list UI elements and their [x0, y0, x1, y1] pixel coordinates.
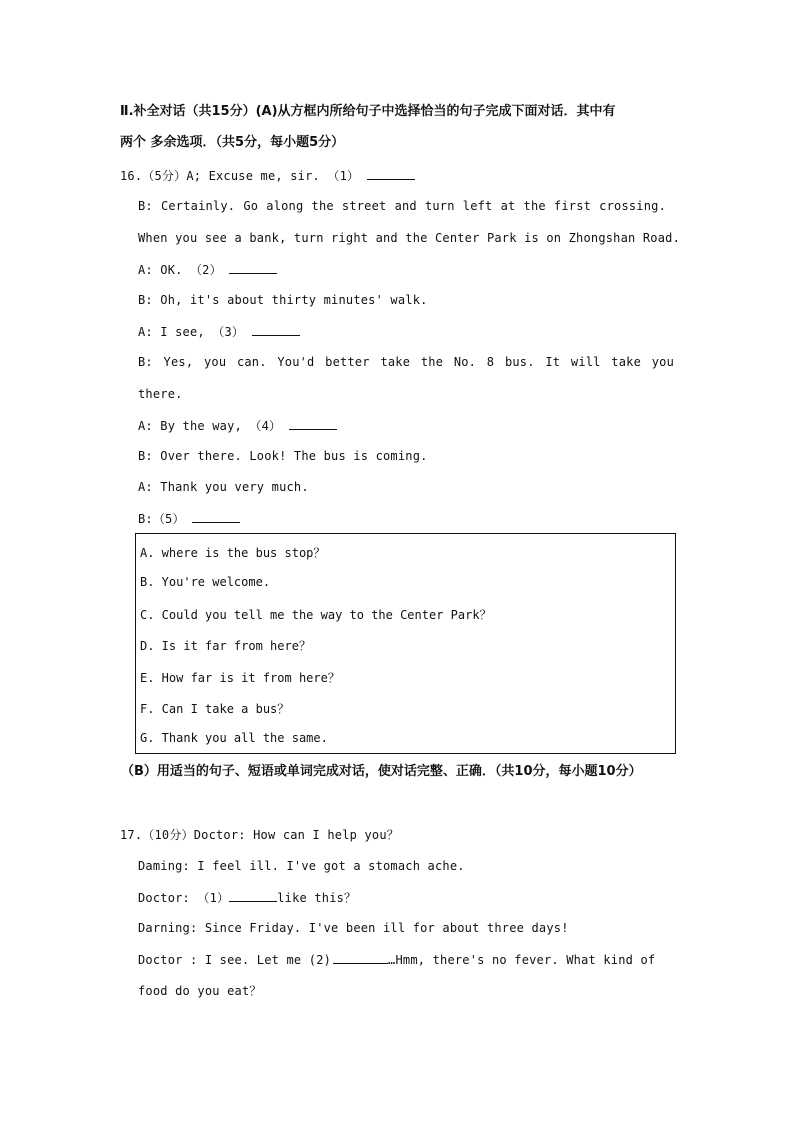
q16-line-10: B: Over there. Look! The bus is coming.: [138, 449, 428, 463]
q17-answer-blank-2[interactable]: [333, 951, 388, 964]
q17-line-6: food do you eat？: [138, 984, 262, 998]
q17-line-1: Doctor: How can I help you？: [193, 828, 399, 842]
q17-number: 17.: [120, 828, 143, 842]
option-f: F. Can I take a bus？: [140, 702, 290, 716]
q16-line-5: B: Oh, it's about thirty minutes' walk.: [138, 293, 428, 307]
q16-line-12: [138, 510, 240, 527]
q16-line-9-text: A: By the way, （4）: [138, 419, 282, 433]
q17-answer-blank-1[interactable]: [229, 889, 277, 902]
q16-line-6: [138, 323, 300, 340]
answer-blank-2[interactable]: [229, 261, 277, 274]
q16-first-line: [120, 167, 415, 184]
answer-blank-5[interactable]: [192, 510, 240, 523]
q16-line-12-text: B:（5）: [138, 512, 185, 526]
option-d: D. Is it far from here？: [140, 639, 311, 653]
q16-line-2: B: Certainly. Go along the street and turn left at the first crossing.: [138, 199, 666, 213]
q17-line-5-rest: …Hmm, there's no fever. What kind of: [388, 953, 656, 967]
q17-score: （10分）: [142, 828, 194, 842]
q16-line-8: there.: [138, 387, 183, 401]
q16-line-11: A: Thank you very much.: [138, 480, 309, 494]
answer-blank-1[interactable]: [367, 167, 415, 180]
q16-line-3: When you see a bank, turn right and the Center Park is on Zhongshan Road.: [138, 231, 680, 245]
q17-line-3-rest: like this？: [277, 891, 357, 905]
q17-first-line: [120, 827, 399, 843]
options-box: [135, 533, 676, 754]
q16-line-7: B: Yes, you can. You'd better take the No. 8 bus. It will take you: [138, 355, 674, 369]
q17-line-3-text: Doctor: （1）: [138, 891, 230, 905]
option-c: C. Could you tell me the way to the Center Park？: [140, 608, 492, 622]
answer-blank-4[interactable]: [289, 417, 337, 430]
q17-line-5-text: Doctor : I see. Let me (2): [138, 953, 332, 967]
q16-line-1: A; Excuse me, sir. （1）: [186, 169, 360, 183]
section-heading-line1: Ⅱ.补全对话（共15分）(A)从方框内所给句子中选择恰当的句子完成下面对话．其中有: [120, 104, 616, 119]
q16-line-4: [138, 261, 277, 278]
section-heading-line2: 两个 多余选项．（共5分，每小题5分）: [120, 135, 345, 150]
q16-number: 16.: [120, 169, 143, 183]
answer-blank-3[interactable]: [252, 323, 300, 336]
q17-line-4: Darning: Since Friday. I've been ill for about three days!: [138, 921, 569, 935]
q16-line-4-text: A: OK. （2）: [138, 263, 222, 277]
section-b-heading: （B）用适当的句子、短语或单词完成对话，使对话完整、正确．（共10分，每小题10分）: [121, 764, 642, 779]
q17-line-5: [138, 951, 655, 968]
q16-score: （5分）: [142, 169, 187, 183]
q16-line-6-text: A: I see, （3）: [138, 325, 245, 339]
option-g: G. Thank you all the same.: [140, 731, 328, 745]
q17-line-2: Daming: I feel ill. I've got a stomach ache.: [138, 859, 465, 873]
option-b: B. You're welcome.: [140, 575, 271, 589]
option-a: A. where is the bus stop？: [140, 546, 326, 560]
option-e: E. How far is it from here？: [140, 671, 340, 685]
q16-line-9: [138, 417, 337, 434]
q17-line-3: [138, 889, 356, 906]
